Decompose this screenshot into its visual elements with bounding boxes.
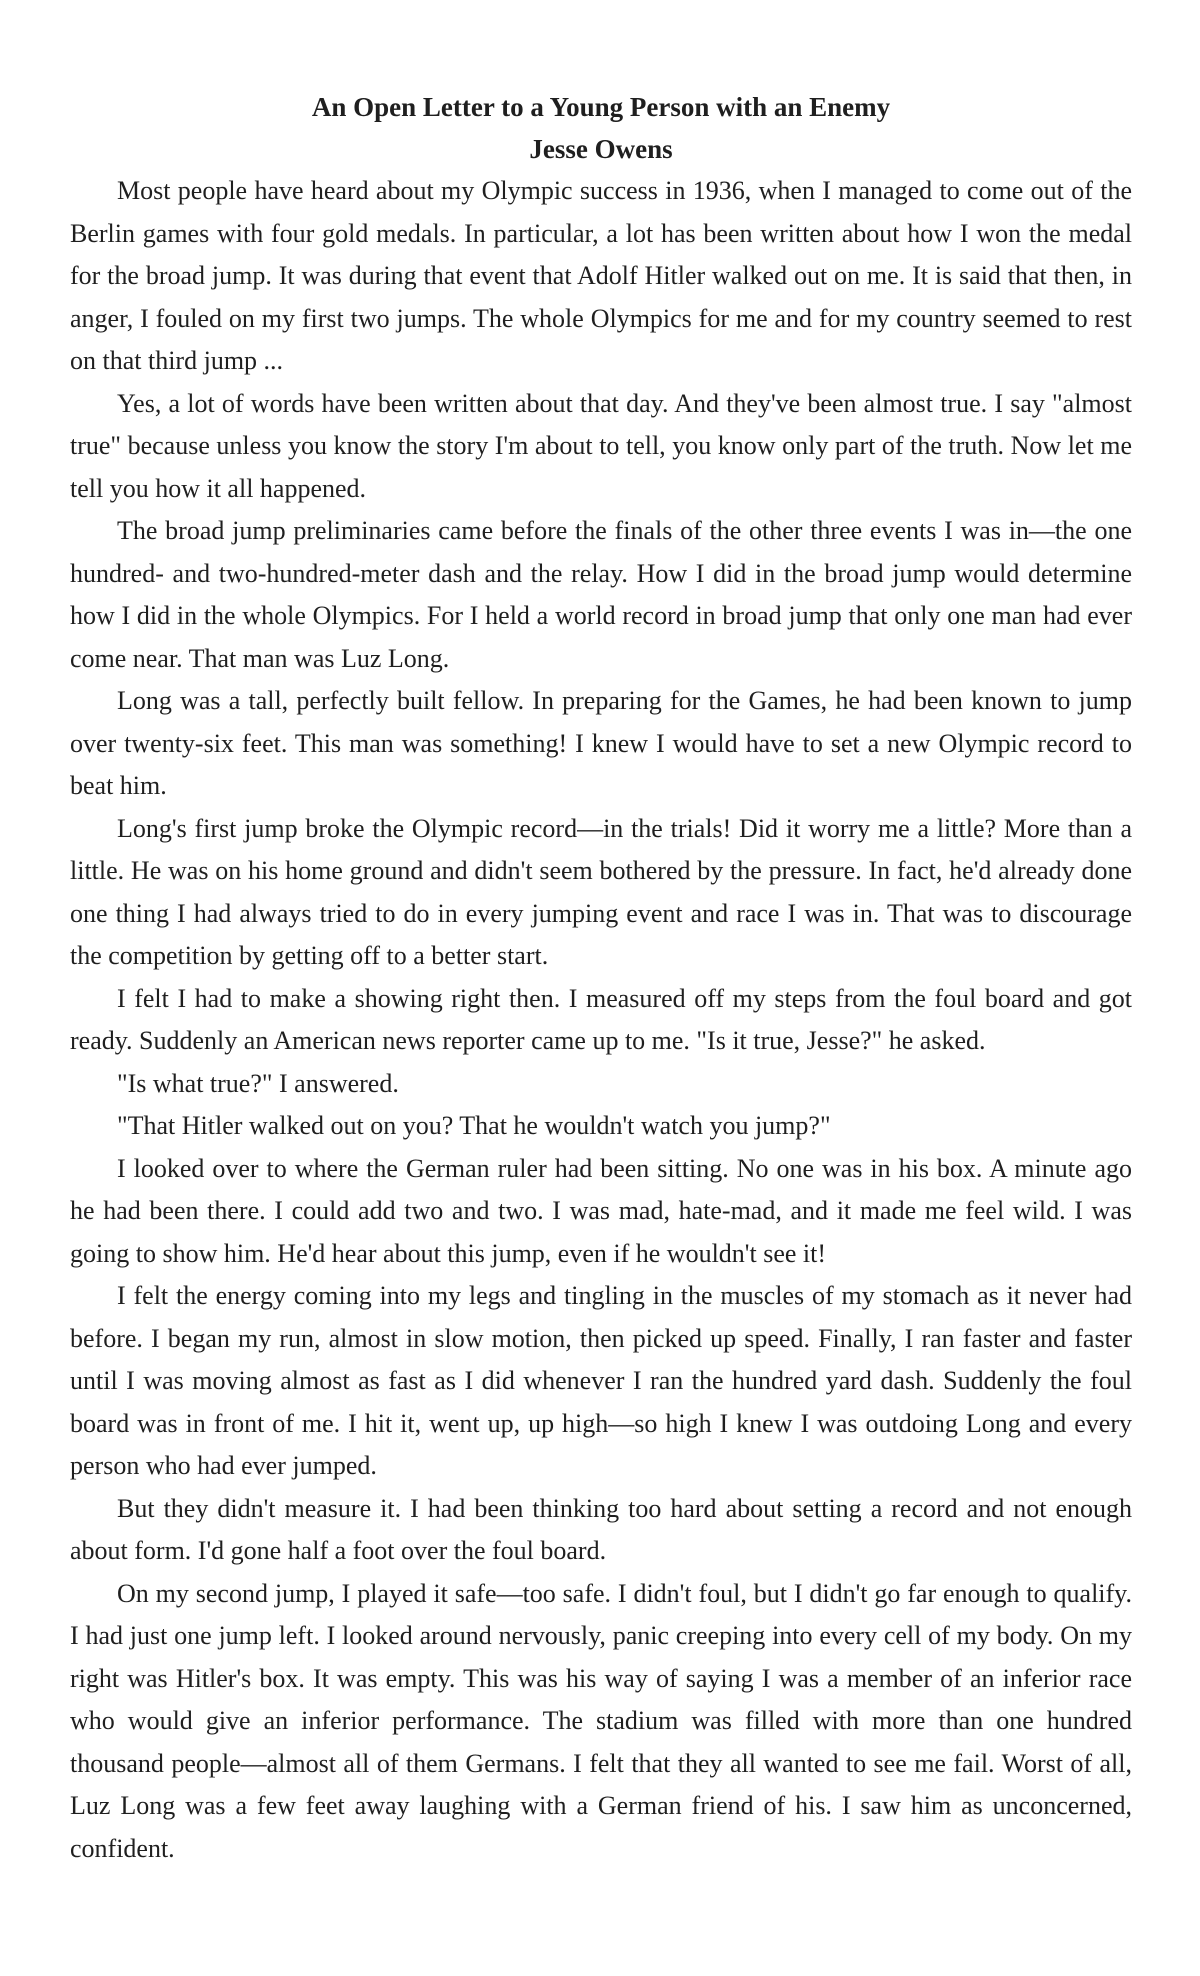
- letter-page: [70, 86, 1132, 1870]
- paragraph: I felt the energy coming into my legs and tingling in the muscles of my stomach as it never had before. I began my run, almost in slow motion, then picked up speed. Finally, I ran faster and faster until I was moving almost as fast as I did whenever I ran the hundred yard dash. Suddenly the foul board was in front of me. I hit it, went up, up high—so high I knew I was outdoing Long and every person who had ever jumped.: [70, 1281, 1132, 1480]
- paragraph: Long's first jump broke the Olympic record—in the trials! Did it worry me a little? More than a little. He was on his home ground and didn't seem bothered by the pressure. In fact, he'd already done one thing I had always tried to do in every jumping event and race I was in. That was to discourage the competition by getting off to a better start.: [70, 813, 1132, 970]
- paragraph: I looked over to where the German ruler had been sitting. No one was in his box. A minute ago he had been there. I could add two and two. I was mad, hate-mad, and it made me feel wild. I was going to show him. He'd hear about this jump, even if he wouldn't see it!: [70, 1153, 1132, 1268]
- paragraph: Most people have heard about my Olympic success in 1936, when I managed to come out of the Berlin games with four gold medals. In particular, a lot has been written about how I won the medal for the broad jump. It was during that event that Adolf Hitler walked out on me. It is said that then, in anger, I fouled on my first two jumps. The whole Olympics for me and for my country seemed to rest on that third jump ...: [70, 176, 1132, 375]
- paragraph: But they didn't measure it. I had been thinking too hard about setting a record and not enough about form. I'd gone half a foot over the foul board.: [70, 1493, 1132, 1565]
- paragraph: The broad jump preliminaries came before the finals of the other three events I was in—the one hundred- and two-hundred-meter dash and the relay. How I did in the broad jump would determine how I did in the whole Olympics. For I held a world record in broad jump that only one man had ever come near. That man was Luz Long.: [70, 516, 1132, 673]
- paragraph: Yes, a lot of words have been written about that day. And they've been almost true. I say "almost true" because unless you know the story I'm about to tell, you know only part of the truth. Now let me tell you how it all happened.: [70, 388, 1132, 503]
- paragraph: "That Hitler walked out on you? That he wouldn't watch you jump?": [117, 1111, 831, 1140]
- document-author: Jesse Owens: [529, 134, 673, 164]
- paragraph: "Is what true?" I answered.: [117, 1068, 399, 1098]
- paragraph: Long was a tall, perfectly built fellow. In preparing for the Games, he had been known to jump over twenty-six feet. This man was something! I knew I would have to set a new Olympic record to beat him.: [70, 686, 1132, 800]
- paragraph: On my second jump, I played it safe—too safe. I didn't foul, but I didn't go far enough to qualify. I had just one jump left. I looked around nervously, panic creeping into every cell of my body. On my right was Hitler's box. It was empty. This was his way of saying I was a member of an inferior race who would give an inferior performance. The stadium was filled with more than one hundred thousand people—almost all of them Germans. I felt that they all wanted to see me fail. Worst of all, Luz Long was a few feet away laughing with a German friend of his. I saw him as unconcerned, confident.: [70, 1578, 1132, 1863]
- paragraph: I felt I had to make a showing right then. I measured off my steps from the foul board and got ready. Suddenly an American news reporter came up to me. "Is it true, Jesse?" he asked.: [70, 983, 1132, 1055]
- document-title: An Open Letter to a Young Person with an Enemy: [311, 92, 891, 122]
